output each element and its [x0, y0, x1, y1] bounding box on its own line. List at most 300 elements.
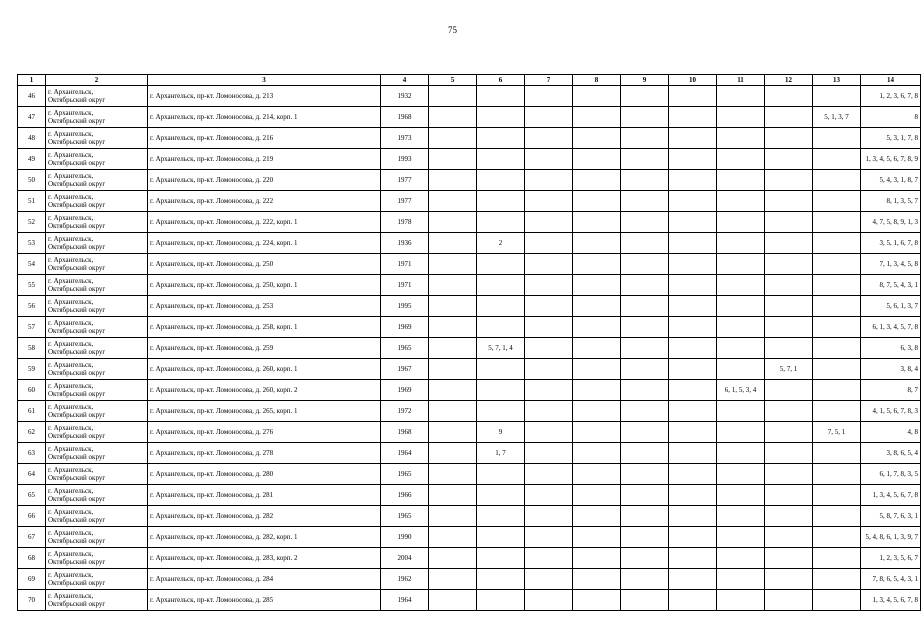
- col-14-cell: 8, 7, 5, 4, 3, 1: [861, 275, 921, 296]
- col-12-cell: [765, 191, 813, 212]
- district-line-1: г. Архангельск,: [48, 88, 94, 96]
- col-8-cell: [573, 485, 621, 506]
- district-cell: [46, 317, 148, 338]
- col-6-cell: [477, 275, 525, 296]
- district-line-1: г. Архангельск,: [48, 172, 94, 180]
- col-14-cell: 5, 6, 1, 3, 7: [861, 296, 921, 317]
- col-9-cell: [621, 506, 669, 527]
- col-9-cell: [621, 569, 669, 590]
- col-7-cell: [525, 590, 573, 611]
- col-9-cell: [621, 359, 669, 380]
- table-row: [18, 317, 921, 338]
- col-12-cell: [765, 443, 813, 464]
- row-number: 70: [18, 590, 46, 611]
- col-7-cell: [525, 254, 573, 275]
- district-cell: [46, 422, 148, 443]
- col-9-cell: [621, 422, 669, 443]
- col-9-cell: [621, 107, 669, 128]
- col-8-cell: [573, 212, 621, 233]
- district-line-1: г. Архангельск,: [48, 529, 94, 537]
- col-5-cell: [429, 212, 477, 233]
- year-cell: 1969: [381, 317, 429, 338]
- col-5-cell: [429, 317, 477, 338]
- col-8-cell: [573, 422, 621, 443]
- col-9-cell: [621, 296, 669, 317]
- row-number: 46: [18, 86, 46, 107]
- col-6-cell: [477, 191, 525, 212]
- col-8-cell: [573, 86, 621, 107]
- district-line-1: г. Архангельск,: [48, 214, 94, 222]
- col-12-cell: [765, 380, 813, 401]
- col-13-cell: [813, 464, 861, 485]
- year-cell: 1962: [381, 569, 429, 590]
- col-5-cell: [429, 359, 477, 380]
- col-6-cell: [477, 401, 525, 422]
- col-5-cell: [429, 443, 477, 464]
- district-line-1: г. Архангельск,: [48, 235, 94, 243]
- col-6-cell: [477, 170, 525, 191]
- col-11-cell: [717, 296, 765, 317]
- col-14-cell: 3, 8, 6, 5, 4: [861, 443, 921, 464]
- col-10-cell: [669, 275, 717, 296]
- col-14-cell: 3, 8, 4: [861, 359, 921, 380]
- year-cell: 1967: [381, 359, 429, 380]
- district-line-1: г. Архангельск,: [48, 571, 94, 579]
- col-5-cell: [429, 191, 477, 212]
- col-13-cell: [813, 590, 861, 611]
- row-number: 62: [18, 422, 46, 443]
- col-10-cell: [669, 506, 717, 527]
- table-row: [18, 569, 921, 590]
- col-6-cell: [477, 107, 525, 128]
- col-12-cell: [765, 464, 813, 485]
- col-12-cell: [765, 401, 813, 422]
- col-11-cell: [717, 485, 765, 506]
- col-10-cell: [669, 128, 717, 149]
- column-header: 1: [18, 75, 46, 86]
- table-body: [18, 86, 921, 611]
- col-9-cell: [621, 338, 669, 359]
- col-6-cell: 9: [477, 422, 525, 443]
- district-line-2: Октябрьский округ: [48, 201, 106, 209]
- row-number: 51: [18, 191, 46, 212]
- col-8-cell: [573, 296, 621, 317]
- district-cell: [46, 338, 148, 359]
- col-9-cell: [621, 485, 669, 506]
- col-8-cell: [573, 527, 621, 548]
- col-9-cell: [621, 590, 669, 611]
- col-10-cell: [669, 149, 717, 170]
- address-cell: г. Архангельск, пр-кт. Ломоносова, д. 250, корп. 1: [148, 275, 381, 296]
- district-line-2: Октябрьский округ: [48, 96, 106, 104]
- col-14-cell: 6, 1, 3, 4, 5, 7, 8: [861, 317, 921, 338]
- district-line-2: Октябрьский округ: [48, 243, 106, 251]
- col-7-cell: [525, 86, 573, 107]
- col-6-cell: [477, 254, 525, 275]
- col-11-cell: [717, 212, 765, 233]
- col-12-cell: [765, 485, 813, 506]
- col-8-cell: [573, 359, 621, 380]
- col-9-cell: [621, 464, 669, 485]
- district-line-2: Октябрьский округ: [48, 117, 106, 125]
- col-11-cell: [717, 359, 765, 380]
- address-cell: г. Архангельск, пр-кт. Ломоносова, д. 224, корп. 1: [148, 233, 381, 254]
- district-line-2: Октябрьский округ: [48, 327, 106, 335]
- row-number: 53: [18, 233, 46, 254]
- col-13-cell: [813, 254, 861, 275]
- buildings-table: [17, 74, 921, 611]
- col-10-cell: [669, 548, 717, 569]
- row-number: 47: [18, 107, 46, 128]
- year-cell: 1968: [381, 422, 429, 443]
- col-8-cell: [573, 464, 621, 485]
- row-number: 60: [18, 380, 46, 401]
- col-12-cell: [765, 107, 813, 128]
- col-11-cell: [717, 191, 765, 212]
- col-8-cell: [573, 254, 621, 275]
- col-8-cell: [573, 401, 621, 422]
- col-8-cell: [573, 128, 621, 149]
- year-cell: 1971: [381, 254, 429, 275]
- table-row: [18, 548, 921, 569]
- col-11-cell: 6, 1, 5, 3, 4: [717, 380, 765, 401]
- row-number: 64: [18, 464, 46, 485]
- col-13-cell: 7, 5, 1: [813, 422, 861, 443]
- table-row: [18, 401, 921, 422]
- year-cell: 1965: [381, 338, 429, 359]
- district-line-2: Октябрьский округ: [48, 222, 106, 230]
- col-10-cell: [669, 464, 717, 485]
- col-12-cell: [765, 548, 813, 569]
- col-9-cell: [621, 191, 669, 212]
- col-7-cell: [525, 275, 573, 296]
- district-line-1: г. Архангельск,: [48, 130, 94, 138]
- district-line-1: г. Архангельск,: [48, 298, 94, 306]
- table-row: [18, 485, 921, 506]
- col-10-cell: [669, 359, 717, 380]
- col-7-cell: [525, 443, 573, 464]
- year-cell: 2004: [381, 548, 429, 569]
- col-13-cell: [813, 170, 861, 191]
- col-14-cell: 5, 3, 1, 7, 8: [861, 128, 921, 149]
- col-13-cell: [813, 275, 861, 296]
- district-cell: [46, 233, 148, 254]
- year-cell: 1993: [381, 149, 429, 170]
- col-6-cell: [477, 548, 525, 569]
- address-cell: г. Архангельск, пр-кт. Ломоносова, д. 280: [148, 464, 381, 485]
- district-line-2: Октябрьский округ: [48, 348, 106, 356]
- district-line-2: Октябрьский округ: [48, 516, 106, 524]
- district-line-2: Октябрьский округ: [48, 369, 106, 377]
- year-cell: 1990: [381, 527, 429, 548]
- col-8-cell: [573, 107, 621, 128]
- table-row: [18, 170, 921, 191]
- col-8-cell: [573, 590, 621, 611]
- district-line-1: г. Архангельск,: [48, 382, 94, 390]
- year-cell: 1977: [381, 170, 429, 191]
- table-row: [18, 443, 921, 464]
- table-row: [18, 359, 921, 380]
- col-11-cell: [717, 275, 765, 296]
- col-11-cell: [717, 401, 765, 422]
- col-11-cell: [717, 569, 765, 590]
- header-row: [18, 75, 921, 86]
- address-cell: г. Архангельск, пр-кт. Ломоносова, д. 278: [148, 443, 381, 464]
- district-line-2: Октябрьский округ: [48, 285, 106, 293]
- col-7-cell: [525, 569, 573, 590]
- col-10-cell: [669, 107, 717, 128]
- col-5-cell: [429, 254, 477, 275]
- district-cell: [46, 569, 148, 590]
- row-number: 56: [18, 296, 46, 317]
- col-13-cell: [813, 86, 861, 107]
- address-cell: г. Архангельск, пр-кт. Ломоносова, д. 219: [148, 149, 381, 170]
- row-number: 68: [18, 548, 46, 569]
- col-12-cell: [765, 128, 813, 149]
- table-row: [18, 254, 921, 275]
- column-header: 12: [765, 75, 813, 86]
- col-12-cell: [765, 422, 813, 443]
- row-number: 63: [18, 443, 46, 464]
- col-5-cell: [429, 233, 477, 254]
- col-9-cell: [621, 317, 669, 338]
- col-12-cell: [765, 275, 813, 296]
- col-9-cell: [621, 527, 669, 548]
- table-row: [18, 527, 921, 548]
- district-line-1: г. Архангельск,: [48, 319, 94, 327]
- col-10-cell: [669, 569, 717, 590]
- table-row: [18, 128, 921, 149]
- col-12-cell: [765, 527, 813, 548]
- col-7-cell: [525, 317, 573, 338]
- year-cell: 1964: [381, 590, 429, 611]
- column-header: 8: [573, 75, 621, 86]
- col-11-cell: [717, 506, 765, 527]
- col-6-cell: [477, 317, 525, 338]
- column-header: 11: [717, 75, 765, 86]
- col-14-cell: 1, 2, 3, 5, 6, 7: [861, 548, 921, 569]
- column-header: 6: [477, 75, 525, 86]
- col-5-cell: [429, 128, 477, 149]
- col-5-cell: [429, 86, 477, 107]
- col-8-cell: [573, 338, 621, 359]
- col-14-cell: 1, 3, 4, 5, 6, 7, 8: [861, 590, 921, 611]
- district-cell: [46, 149, 148, 170]
- col-6-cell: [477, 359, 525, 380]
- col-8-cell: [573, 233, 621, 254]
- table-row: [18, 296, 921, 317]
- district-line-2: Октябрьский округ: [48, 390, 106, 398]
- year-cell: 1973: [381, 128, 429, 149]
- col-13-cell: [813, 401, 861, 422]
- col-6-cell: [477, 380, 525, 401]
- district-cell: [46, 212, 148, 233]
- col-5-cell: [429, 548, 477, 569]
- column-header: 13: [813, 75, 861, 86]
- district-cell: [46, 296, 148, 317]
- district-cell: [46, 527, 148, 548]
- col-11-cell: [717, 527, 765, 548]
- row-number: 66: [18, 506, 46, 527]
- col-13-cell: [813, 338, 861, 359]
- year-cell: 1977: [381, 191, 429, 212]
- district-line-1: г. Архангельск,: [48, 466, 94, 474]
- col-14-cell: 8: [861, 107, 921, 128]
- col-13-cell: [813, 191, 861, 212]
- address-cell: г. Архангельск, пр-кт. Ломоносова, д. 281: [148, 485, 381, 506]
- col-8-cell: [573, 149, 621, 170]
- col-5-cell: [429, 590, 477, 611]
- col-14-cell: 1, 2, 3, 6, 7, 8: [861, 86, 921, 107]
- col-10-cell: [669, 527, 717, 548]
- year-cell: 1936: [381, 233, 429, 254]
- col-9-cell: [621, 548, 669, 569]
- col-14-cell: 1, 3, 4, 5, 6, 7, 8, 9: [861, 149, 921, 170]
- district-line-2: Октябрьский округ: [48, 180, 106, 188]
- year-cell: 1932: [381, 86, 429, 107]
- table-row: [18, 338, 921, 359]
- district-cell: [46, 191, 148, 212]
- district-line-1: г. Архангельск,: [48, 550, 94, 558]
- col-10-cell: [669, 443, 717, 464]
- col-8-cell: [573, 506, 621, 527]
- row-number: 50: [18, 170, 46, 191]
- year-cell: 1968: [381, 107, 429, 128]
- col-8-cell: [573, 191, 621, 212]
- col-14-cell: 8, 1, 3, 5, 7: [861, 191, 921, 212]
- col-6-cell: [477, 128, 525, 149]
- col-10-cell: [669, 86, 717, 107]
- year-cell: 1971: [381, 275, 429, 296]
- col-6-cell: [477, 212, 525, 233]
- col-8-cell: [573, 380, 621, 401]
- table-row: [18, 149, 921, 170]
- address-cell: г. Архангельск, пр-кт. Ломоносова, д. 222: [148, 191, 381, 212]
- col-13-cell: [813, 548, 861, 569]
- col-10-cell: [669, 485, 717, 506]
- col-12-cell: [765, 590, 813, 611]
- col-10-cell: [669, 422, 717, 443]
- col-7-cell: [525, 296, 573, 317]
- year-cell: 1972: [381, 401, 429, 422]
- col-5-cell: [429, 422, 477, 443]
- col-6-cell: [477, 527, 525, 548]
- column-header: 14: [861, 75, 921, 86]
- col-13-cell: [813, 569, 861, 590]
- district-line-2: Октябрьский округ: [48, 453, 106, 461]
- col-14-cell: 4, 7, 5, 8, 9, 1, 3: [861, 212, 921, 233]
- district-line-2: Октябрьский округ: [48, 138, 106, 146]
- district-line-1: г. Архангельск,: [48, 487, 94, 495]
- col-8-cell: [573, 170, 621, 191]
- col-7-cell: [525, 548, 573, 569]
- col-10-cell: [669, 338, 717, 359]
- district-cell: [46, 464, 148, 485]
- col-5-cell: [429, 275, 477, 296]
- district-line-2: Октябрьский округ: [48, 306, 106, 314]
- year-cell: 1965: [381, 464, 429, 485]
- col-12-cell: [765, 86, 813, 107]
- district-line-1: г. Архангельск,: [48, 403, 94, 411]
- col-11-cell: [717, 443, 765, 464]
- col-5-cell: [429, 506, 477, 527]
- district-line-1: г. Архангельск,: [48, 277, 94, 285]
- district-line-1: г. Архангельск,: [48, 193, 94, 201]
- district-cell: [46, 107, 148, 128]
- col-12-cell: 5, 7, 1: [765, 359, 813, 380]
- district-line-2: Октябрьский округ: [48, 495, 106, 503]
- district-line-2: Октябрьский округ: [48, 474, 106, 482]
- row-number: 67: [18, 527, 46, 548]
- district-line-2: Октябрьский округ: [48, 558, 106, 566]
- col-9-cell: [621, 170, 669, 191]
- address-cell: г. Архангельск, пр-кт. Ломоносова, д. 285: [148, 590, 381, 611]
- col-5-cell: [429, 485, 477, 506]
- col-6-cell: [477, 506, 525, 527]
- row-number: 57: [18, 317, 46, 338]
- col-13-cell: [813, 485, 861, 506]
- col-6-cell: [477, 569, 525, 590]
- address-cell: г. Архангельск, пр-кт. Ломоносова, д. 222, корп. 1: [148, 212, 381, 233]
- col-9-cell: [621, 254, 669, 275]
- col-11-cell: [717, 170, 765, 191]
- address-cell: г. Архангельск, пр-кт. Ломоносова, д. 213: [148, 86, 381, 107]
- col-12-cell: [765, 254, 813, 275]
- col-8-cell: [573, 275, 621, 296]
- col-7-cell: [525, 422, 573, 443]
- col-14-cell: 1, 3, 4, 5, 6, 7, 8: [861, 485, 921, 506]
- year-cell: 1995: [381, 296, 429, 317]
- col-11-cell: [717, 422, 765, 443]
- table-row: [18, 380, 921, 401]
- address-cell: г. Архангельск, пр-кт. Ломоносова, д. 284: [148, 569, 381, 590]
- page-number: 75: [448, 25, 457, 35]
- address-cell: г. Архангельск, пр-кт. Ломоносова, д. 250: [148, 254, 381, 275]
- col-13-cell: [813, 380, 861, 401]
- col-11-cell: [717, 128, 765, 149]
- col-9-cell: [621, 86, 669, 107]
- district-line-2: Октябрьский округ: [48, 537, 106, 545]
- col-12-cell: [765, 170, 813, 191]
- col-10-cell: [669, 170, 717, 191]
- col-7-cell: [525, 506, 573, 527]
- col-5-cell: [429, 569, 477, 590]
- row-number: 49: [18, 149, 46, 170]
- col-5-cell: [429, 338, 477, 359]
- col-12-cell: [765, 317, 813, 338]
- col-9-cell: [621, 443, 669, 464]
- table-row: [18, 506, 921, 527]
- col-13-cell: [813, 317, 861, 338]
- col-7-cell: [525, 191, 573, 212]
- col-14-cell: 6, 3, 8: [861, 338, 921, 359]
- col-5-cell: [429, 149, 477, 170]
- col-10-cell: [669, 590, 717, 611]
- col-7-cell: [525, 233, 573, 254]
- table-row: [18, 212, 921, 233]
- col-14-cell: 3, 5, 1, 6, 7, 8: [861, 233, 921, 254]
- col-6-cell: [477, 86, 525, 107]
- col-6-cell: [477, 464, 525, 485]
- col-14-cell: 5, 4, 8, 6, 1, 3, 9, 7: [861, 527, 921, 548]
- col-9-cell: [621, 233, 669, 254]
- col-14-cell: 7, 1, 3, 4, 5, 8: [861, 254, 921, 275]
- col-9-cell: [621, 128, 669, 149]
- column-header: 9: [621, 75, 669, 86]
- col-5-cell: [429, 296, 477, 317]
- column-header: 10: [669, 75, 717, 86]
- district-line-1: г. Архангельск,: [48, 508, 94, 516]
